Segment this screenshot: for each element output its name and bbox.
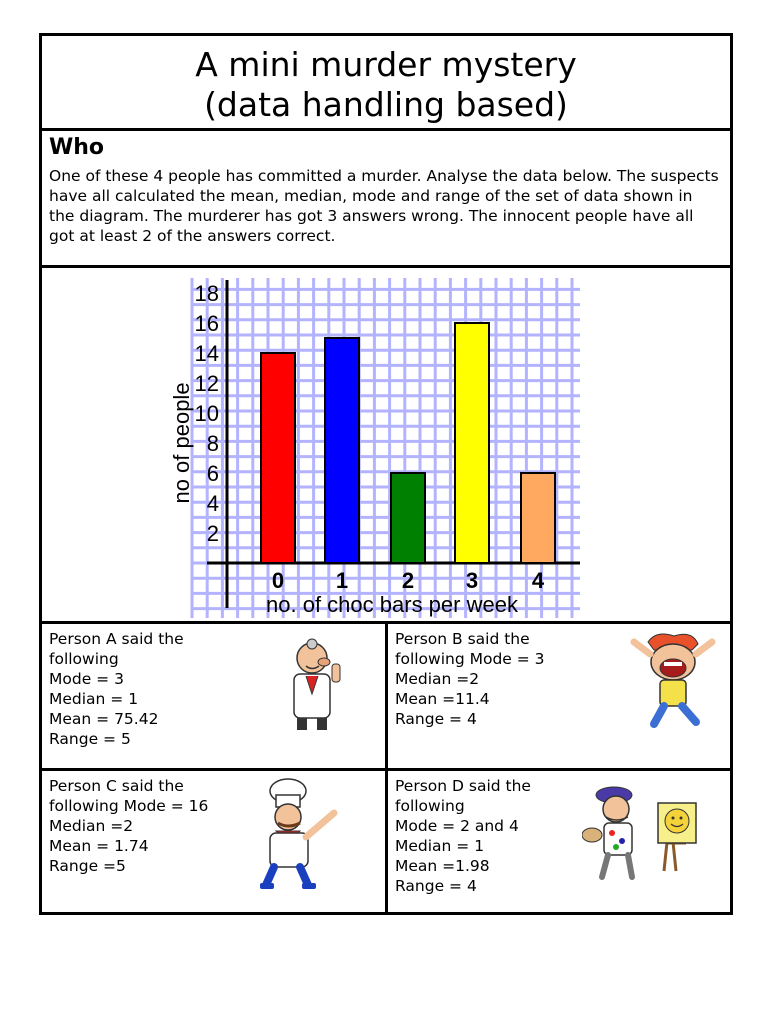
suspects-row-2 [42, 771, 730, 915]
x-tick-label: 2 [401, 568, 415, 593]
x-tick-label: 4 [531, 568, 545, 593]
x-tick-label: 3 [465, 568, 479, 593]
title-line-1: A mini murder mystery [195, 45, 577, 84]
person-d-line: Person D said the [395, 777, 531, 795]
y-tick-label: 6 [206, 461, 219, 486]
person-c-card [42, 771, 388, 915]
person-c-line: Median =2 [49, 817, 134, 835]
person-d-line: Median = 1 [395, 837, 485, 855]
suspects-row-1 [42, 624, 730, 771]
doctor-cartoon-icon [266, 634, 361, 734]
person-d-line: Range = 4 [395, 877, 477, 895]
person-b-line: Mean =11.4 [395, 690, 490, 708]
painter-cartoon-icon [582, 783, 702, 883]
person-a-line: following [49, 650, 119, 668]
chef-cartoon-icon [242, 777, 362, 895]
x-axis-title: no. of choc bars per week [266, 592, 518, 617]
y-tick-label: 14 [194, 341, 219, 366]
screaming-man-cartoon-icon [626, 630, 721, 730]
y-tick-label: 16 [194, 311, 219, 336]
bar-3 [455, 323, 489, 563]
person-a-line: Median = 1 [49, 690, 139, 708]
person-d-statement [395, 776, 531, 896]
who-instructions: One of these 4 people has committed a murder. Analyse the data below. The suspects have all calculated the mean, median, mode and range of the set of data shown in the diagram. The murderer has got 3 answers wrong. The innocent people have all got at least 2 of the answers correct. [49, 167, 719, 245]
person-c-line: Mean = 1.74 [49, 837, 149, 855]
bar-1 [325, 338, 359, 563]
x-tick-label: 0 [271, 568, 285, 593]
person-c-line: Range =5 [49, 857, 126, 875]
person-b-card [388, 624, 730, 768]
person-d-line: following [395, 797, 465, 815]
person-b-line: Range = 4 [395, 710, 477, 728]
who-section [42, 131, 730, 268]
person-b-statement [395, 629, 545, 729]
title-box [42, 36, 730, 131]
chart-section [42, 268, 730, 624]
person-d-card [388, 771, 730, 915]
bar-chart [42, 268, 730, 621]
person-a-line: Range = 5 [49, 730, 131, 748]
worksheet [39, 33, 733, 915]
person-d-line: Mode = 2 and 4 [395, 817, 519, 835]
person-a-line: Mean = 75.42 [49, 710, 159, 728]
y-tick-label: 2 [206, 521, 219, 546]
y-tick-label: 10 [194, 401, 219, 426]
person-b-line: Person B said the [395, 630, 530, 648]
person-b-line: following Mode = 3 [395, 650, 545, 668]
title-line-2: (data handling based) [204, 85, 568, 124]
y-tick-label: 8 [206, 431, 219, 456]
person-a-card [42, 624, 388, 768]
person-a-line: Person A said the [49, 630, 184, 648]
y-axis-title: no of people [169, 382, 194, 504]
x-tick-label: 1 [335, 568, 349, 593]
bar-2 [391, 473, 425, 563]
y-tick-label: 4 [206, 491, 219, 516]
y-tick-label: 12 [194, 371, 219, 396]
bar-0 [261, 353, 295, 563]
person-a-statement [49, 629, 184, 749]
person-b-line: Median =2 [395, 670, 480, 688]
person-a-line: Mode = 3 [49, 670, 124, 688]
person-c-line: Person C said the [49, 777, 184, 795]
y-tick-label: 18 [194, 281, 219, 306]
person-c-line: following Mode = 16 [49, 797, 209, 815]
person-c-statement [49, 776, 208, 876]
who-heading: Who [49, 135, 105, 160]
bar-4 [521, 473, 555, 563]
person-d-line: Mean =1.98 [395, 857, 490, 875]
